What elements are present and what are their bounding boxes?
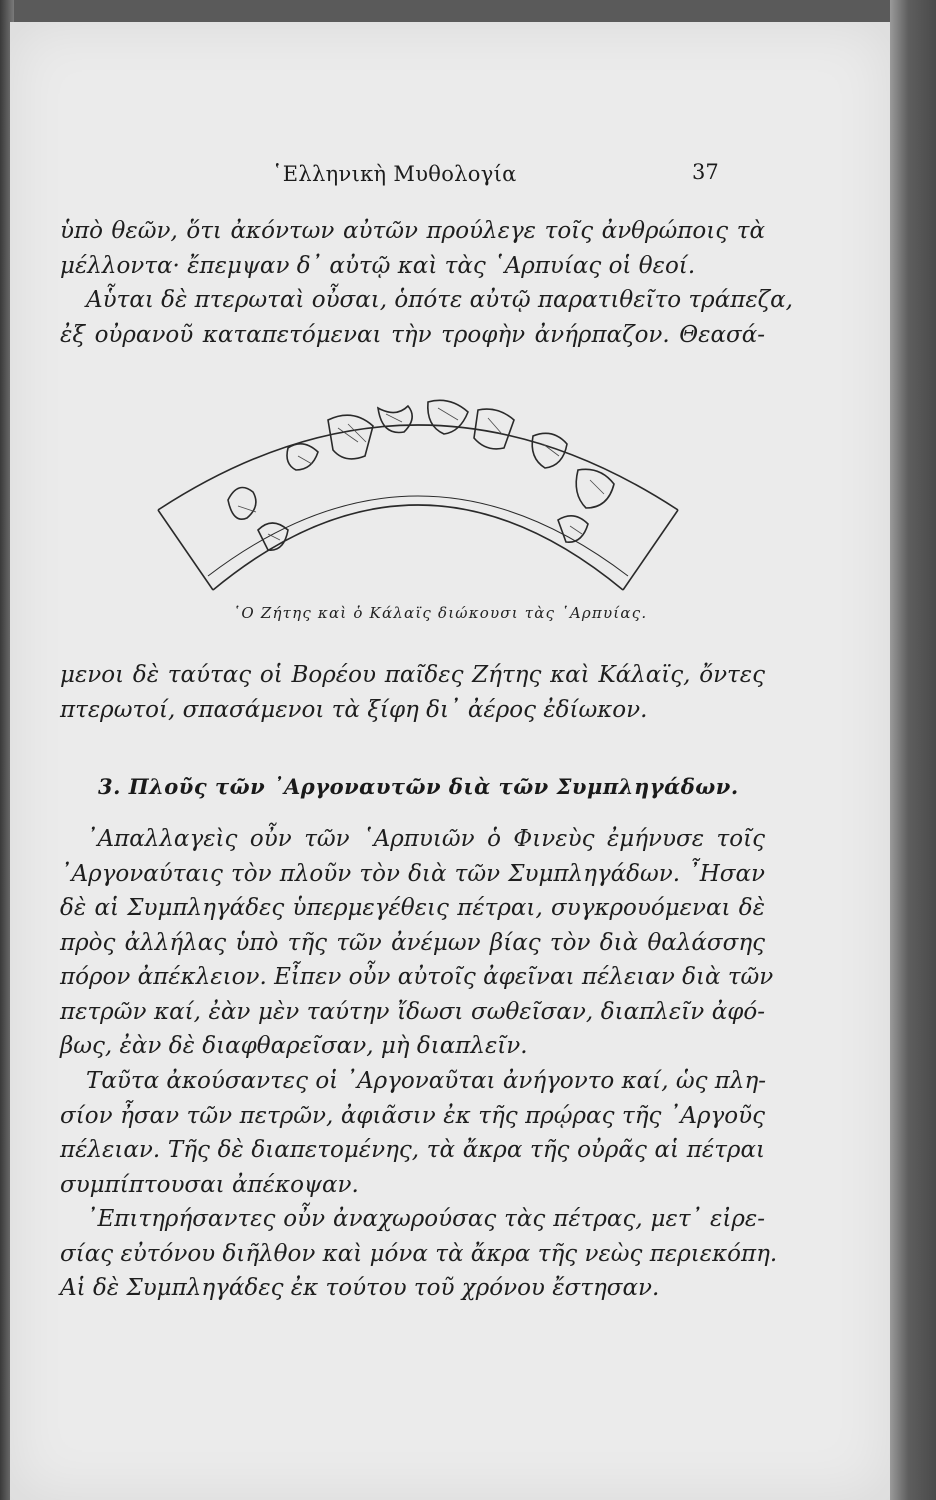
- section-heading: 3. Πλοῦς τῶν ᾽Αργοναυτῶν διὰ τῶν Συμπληγάδων.: [98, 774, 739, 799]
- paragraph-4: [60, 1064, 765, 1202]
- harpies-vase-illustration: [138, 380, 698, 600]
- text-line: ᾽Αργοναύταις τὸν πλοῦν τὸν διὰ τῶν Συμπληγάδων. ῏Ησαν: [60, 860, 765, 887]
- running-title: ῾Ελληνικὴ Μυθολογία: [272, 162, 517, 186]
- text-line: μέλλοντα· ἔπεμψαν δ᾽ αὐτῷ καὶ τὰς ῾Αρπυίας οἱ θεοί.: [60, 252, 696, 279]
- text-line: ἐξ οὐρανοῦ καταπετόμεναι τὴν τροφὴν ἀνήρπαζον. Θεασά-: [60, 321, 765, 348]
- text-line: ὑπὸ θεῶν, ὅτι ἀκόντων αὐτῶν προύλεγε τοῖς ἀνθρώποις τὰ: [60, 218, 765, 244]
- scan-edge-right: [890, 0, 936, 1500]
- text-line: πόρον ἀπέκλειον. Εἶπεν οὖν αὐτοῖς ἀφεῖναι πέλειαν διὰ τῶν: [60, 964, 774, 990]
- text-line: Αὗται δὲ πτερωταὶ οὖσαι, ὁπότε αὐτῷ παρατιθεῖτο τράπεζα,: [86, 287, 793, 313]
- book-page: [10, 22, 890, 1500]
- figure-caption: ῾Ο Ζήτης καὶ ὁ Κάλαϊς διώκουσι τὰς ῾Αρπυίας.: [232, 604, 648, 622]
- text-line: ᾽Επιτηρήσαντες οὖν ἀναχωρούσας τὰς πέτρας, μετ᾽ εἰρε-: [86, 1206, 765, 1232]
- text-line: ᾽Απαλλαγεὶς οὖν τῶν ῾Αρπυιῶν ὁ Φινεὺς ἐμήνυσε τοῖς: [86, 826, 765, 852]
- text-line: πετρῶν καί, ἐὰν μὲν ταύτην ἴδωσι σωθεῖσαν, διαπλεῖν ἀφό-: [60, 998, 765, 1025]
- text-line: πέλειαν. Τῆς δὲ διαπετομένης, τὰ ἄκρα τῆς οὐρᾶς αἱ πέτραι: [60, 1137, 765, 1163]
- paragraph-2: [60, 658, 765, 727]
- text-line: σίον ἦσαν τῶν πετρῶν, ἀφιᾶσιν ἐκ τῆς πρῴρας τῆς ᾽Αργοῦς: [60, 1102, 765, 1129]
- text-line: συμπίπτουσαι ἀπέκοψαν.: [60, 1171, 359, 1198]
- text-line: δὲ αἱ Συμπληγάδες ὑπερμεγέθεις πέτραι, συγκρουόμεναι δὲ: [60, 895, 765, 921]
- text-line: μενοι δὲ ταύτας οἱ Βορέου παῖδες Ζήτης καὶ Κάλαϊς, ὄντες: [60, 662, 765, 688]
- text-line: Αἱ δὲ Συμπληγάδες ἐκ τούτου τοῦ χρόνου ἔστησαν.: [60, 1275, 660, 1301]
- paragraph-1: [60, 214, 793, 352]
- text-line: Ταῦτα ἀκούσαντες οἱ ᾽Αργοναῦται ἀνήγοντο καί, ὡς πλη-: [86, 1068, 767, 1094]
- page-header: [10, 162, 890, 202]
- paragraph-5: [60, 1202, 778, 1306]
- page-number: 37: [692, 160, 719, 184]
- text-line: βως, ἐὰν δὲ διαφθαρεῖσαν, μὴ διαπλεῖν.: [60, 1033, 528, 1059]
- paragraph-3: [60, 822, 774, 1064]
- text-line: σίας εὐτόνου διῆλθον καὶ μόνα τὰ ἄκρα τῆς νεὼς περιεκόπη.: [60, 1240, 778, 1267]
- text-line: πρὸς ἀλλήλας ὑπὸ τῆς τῶν ἀνέμων βίας τὸν διὰ θαλάσσης: [60, 929, 765, 956]
- text-line: πτερωτοί, σπασάμενοι τὰ ξίφη δι᾽ ἀέρος ἐδίωκον.: [60, 696, 648, 723]
